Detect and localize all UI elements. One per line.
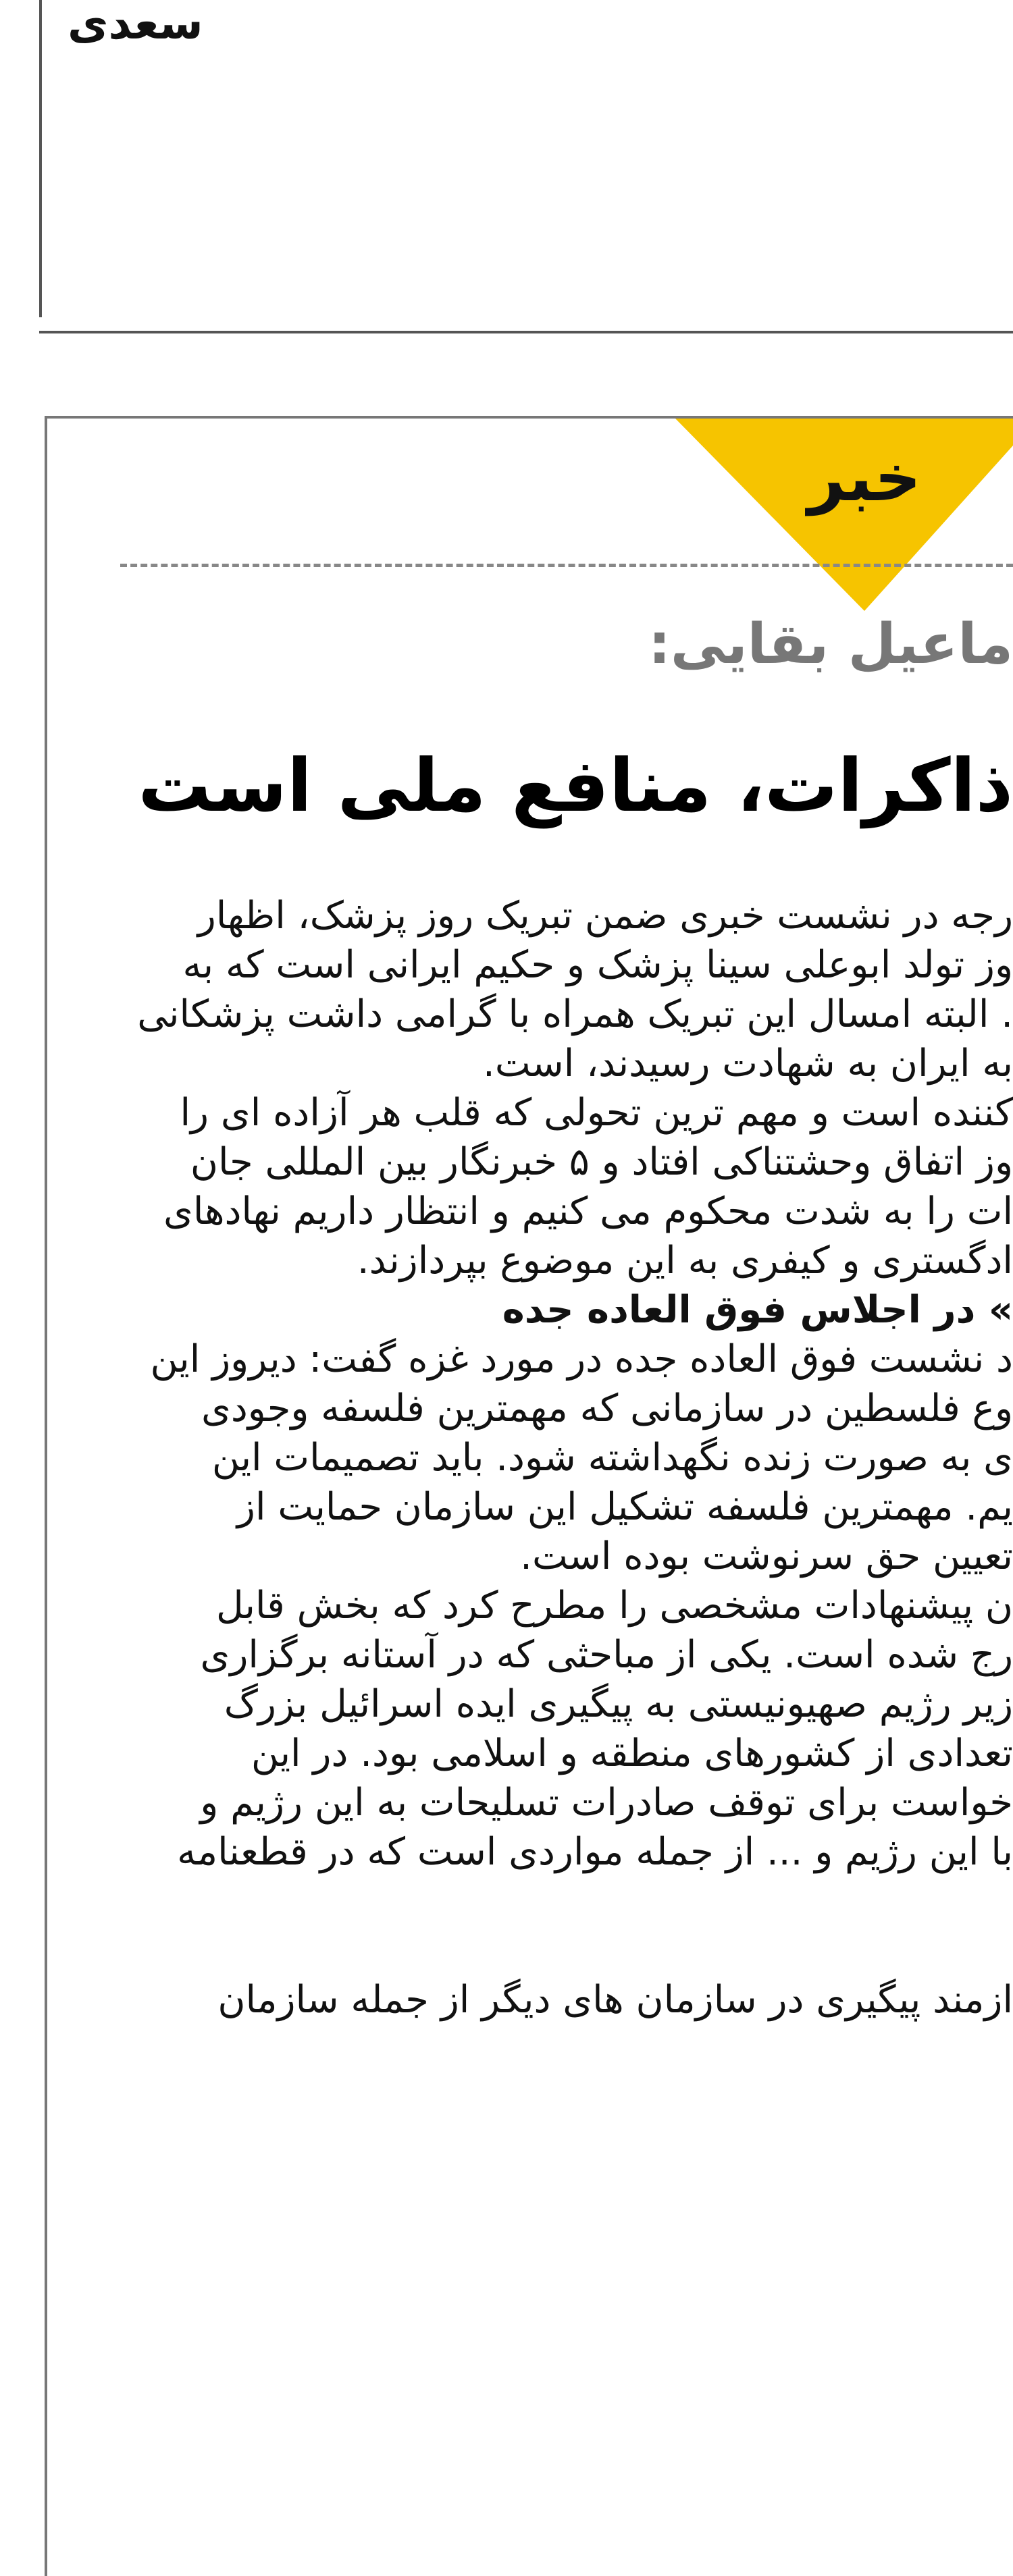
- body-line: تعیین حق سرنوشت بوده است.: [520, 1534, 1013, 1578]
- body-line: رج شده است. یکی از مباحثی که در آستانه برگزاری: [200, 1633, 1013, 1677]
- body-line: کننده است و مهم ترین تحولی که قلب هر آزاده ای را: [180, 1091, 1013, 1135]
- body-line: ادگستری و کیفری به این موضوع بپردازند.: [357, 1239, 1013, 1283]
- dashed-divider: [120, 564, 1013, 567]
- body-line: وع فلسطین در سازمانی که مهمترین فلسفه وجودی: [201, 1387, 1013, 1430]
- body-line: ن پیشنهادات مشخصی را مطرح کرد که بخش قابل: [215, 1584, 1013, 1628]
- body-line: ات را به شدت محکوم می کنیم و انتظار داریم نهادهای: [163, 1189, 1013, 1233]
- body-line: . البته امسال این تبریک همراه با گرامی داشت پزشکانی: [137, 992, 1013, 1036]
- top-box-border-bottom: [39, 331, 1013, 333]
- body-line: د نشست فوق العاده جده در مورد غزه گفت: دیروز این: [150, 1337, 1013, 1381]
- article-headline: ذاکرات، منافع ملی است: [138, 744, 1013, 828]
- news-badge: [675, 419, 1013, 614]
- article-kicker: ماعیل بقایی:: [648, 612, 1013, 676]
- body-line: خواست برای توقف صادرات تسلیحات به این رژیم و: [200, 1781, 1013, 1825]
- article-body: [88, 891, 1013, 2024]
- body-line: وز اتفاق وحشتناکی افتاد و ۵ خبرنگار بین المللی جان: [190, 1140, 1013, 1184]
- top-box-border-left: [39, 0, 42, 317]
- body-line: ی به صورت زنده نگهداشته شود. باید تصمیمات این: [211, 1436, 1013, 1480]
- paragraph-gap: [88, 1877, 1013, 1975]
- body-line: رجه در نشست خبری ضمن تبریک روز پزشک، اظهار: [197, 894, 1013, 938]
- author-signature: سعدی: [68, 0, 203, 49]
- body-subheading: » در اجلاس فوق العاده جده: [502, 1288, 1013, 1332]
- body-line: تعدادی از کشورهای منطقه و اسلامی بود. در این: [251, 1732, 1013, 1775]
- body-line: به ایران به شهادت رسیدند، است.: [483, 1042, 1013, 1085]
- body-line: با این رژیم و ... از جمله مواردی است که در قطعنامه: [177, 1830, 1013, 1874]
- news-badge-label: خبر: [807, 440, 922, 516]
- body-line: یم. مهمترین فلسفه تشکیل این سازمان حمایت از: [236, 1485, 1013, 1529]
- body-line: زیر رژیم صهیونیستی به پیگیری ایده اسرائیل بزرگ: [224, 1682, 1013, 1726]
- body-line: وز تولد ابوعلی سینا پزشک و حکیم ایرانی است که به: [182, 943, 1013, 987]
- body-line: ازمند پیگیری در سازمان های دیگر از جمله سازمان: [217, 1978, 1013, 2022]
